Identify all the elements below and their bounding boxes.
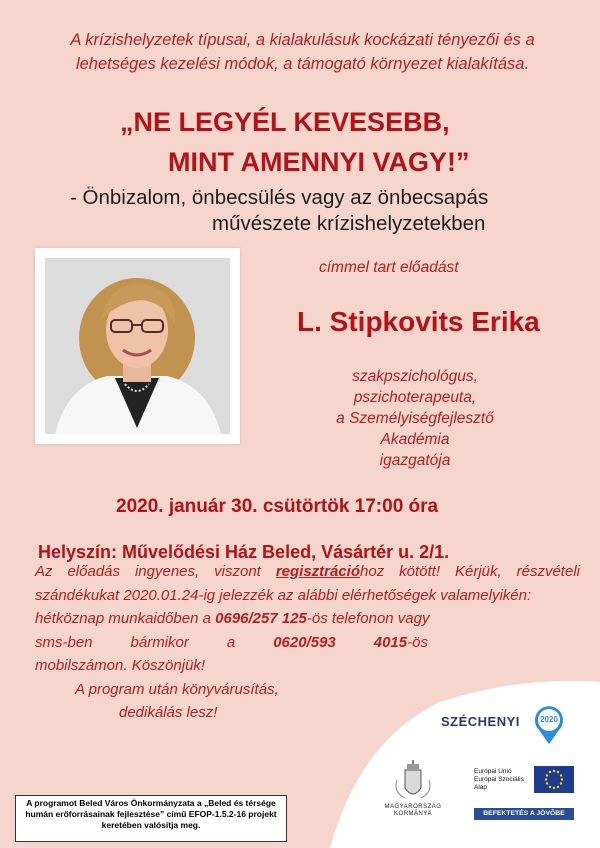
mobile-number-part-2[interactable]: 4015	[373, 633, 408, 651]
portrait-illustration	[45, 258, 230, 434]
invest-banner: BEFEKTETÉS A JÖVŐBE	[474, 808, 574, 820]
info-line-4-a: a	[226, 633, 236, 651]
info-line-4	[35, 631, 428, 655]
info-line-3	[35, 607, 580, 631]
eu-line-3: Alap	[474, 784, 488, 791]
role-line-3: igazgatója	[379, 452, 451, 469]
title-line-1: „NE LEGYÉL KEVESEBB,	[120, 107, 450, 137]
szechenyi-year: 2020	[540, 715, 558, 724]
role-line-2: a Személyiségfejlesztő Akadémia	[336, 410, 494, 448]
event-location: Helyszín: Művelődési Ház Beled, Vásártér u. 2/1.	[38, 542, 450, 562]
info-line-1-pre: Az előadás ingyenes, viszont	[35, 563, 276, 580]
funding-notice: A programot Beled Város Önkormányzata a „Beled és térsége humán erőforrásainak fejlesztése” című EFOP-1.5.2-16 projekt keretében valósítja meg.	[15, 795, 287, 842]
eu-line-2: Európai Szociális	[474, 776, 524, 783]
info-line-2: szándékukat 2020.01.24-ig jelezzék az alábbi elérhetőségek valamelyikén:	[35, 586, 532, 604]
event-datetime: 2020. január 30. csütörtök 17:00 óra	[116, 496, 439, 517]
speaker-name: L. Stipkovits Erika	[297, 306, 540, 337]
szechenyi-logo	[441, 714, 520, 729]
topic-line-1: A krízishelyzetek típusai, a kialakulásuk kockázati tényezői és a	[70, 31, 535, 49]
eu-text	[474, 768, 542, 793]
topic-text	[30, 28, 575, 76]
role-line-1: szakpszichológus, pszichoterapeuta,	[352, 368, 478, 406]
info-line-1	[35, 560, 580, 584]
info-line-4-post: -ös	[407, 633, 428, 651]
info-line-3-pre: hétköznap munkaidőben a	[35, 610, 216, 627]
speaker-role	[300, 366, 530, 471]
info-line-3-post: -ös telefonon vagy	[306, 610, 430, 627]
eu-line-1: Európai Unió	[474, 768, 512, 775]
phone-number[interactable]: 0696/257 125	[215, 610, 307, 627]
speaker-photo	[35, 248, 240, 444]
info-line-1-post: hoz kötött! Kérjük, részvételi	[360, 563, 580, 580]
info-line-4-pre: sms-ben	[35, 633, 93, 651]
eu-flag-icon	[534, 766, 574, 793]
info-line-7: dedikálás lesz!	[119, 704, 218, 721]
subtitle-line-2: művészete krízishelyzetekben	[212, 212, 486, 235]
kormany-text	[378, 804, 448, 818]
info-line-5: mobilszámon. Köszönjük!	[35, 657, 206, 674]
subtitle-line-1: - Önbizalom, önbecsülés vagy az önbecsapás	[70, 186, 489, 209]
topic-line-2: lehetséges kezelési módok, a támogató környezet kialakítása.	[75, 55, 530, 73]
registration-link[interactable]: regisztráció	[275, 563, 361, 580]
lecture-intro: címmel tart előadást	[319, 259, 459, 276]
szechenyi-pin-icon	[533, 704, 565, 746]
kormany-line-2: KORMÁNYA	[394, 811, 432, 817]
kormany-line-1: MAGYARORSZÁG	[384, 804, 442, 810]
info-line-4-mid: bármikor	[130, 633, 189, 651]
mobile-number-part-1[interactable]: 0620/593	[273, 633, 336, 651]
title-line-2: MINT AMENNYI VAGY!”	[168, 147, 470, 177]
szechenyi-text: SZÉCHENYI	[441, 714, 520, 729]
info-line-6: A program után könyvárusítás,	[75, 680, 279, 698]
coat-of-arms-icon	[393, 760, 433, 804]
